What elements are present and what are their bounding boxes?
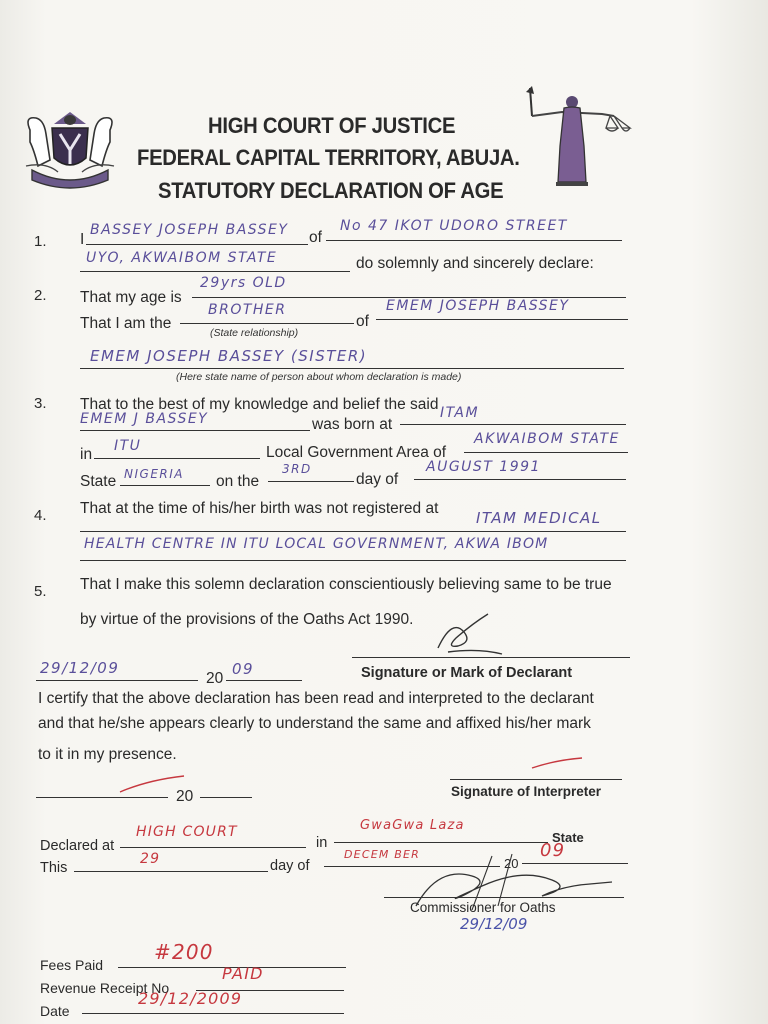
entry-receipt: PAID [222,964,264,983]
label-fees-paid: Fees Paid [40,957,104,973]
entry-date-paid: 29/12/2009 [138,989,243,1008]
hint-state-relationship: (State relationship) [210,327,299,339]
header-territory-title: FEDERAL CAPITAL TERRITORY, ABUJA. [137,145,520,170]
label-was-born-at: was born at [312,416,393,433]
item-number-3: 3. [34,395,47,412]
item-number-2: 2. [34,287,47,304]
entry-declared-in: GwaGwa Laza [360,818,465,833]
label-not-registered: That at the time of his/her birth was not registered at [80,500,439,517]
item-number-4: 4. [34,507,47,524]
label-of-1: of [309,229,322,246]
label-on-the: on the [216,473,260,490]
item-number-5: 5. [34,583,47,600]
label-declared-at: Declared at [40,838,115,854]
entry-born-in: ITU [114,438,142,454]
label-solemn-declaration-2: by virtue of the provisions of the Oaths Act 1990. [80,611,414,628]
label-in-2: in [316,835,328,851]
coat-of-arms-icon [16,106,124,192]
label-state: State [80,473,117,490]
label-receipt-no: Revenue Receipt No [40,980,170,996]
label-i: I [80,231,85,248]
label-commissioner: Commissioner for Oaths [410,900,556,915]
entry-month-year: AUGUST 1991 [426,459,541,475]
entry-not-registered-2: HEALTH CENTRE IN ITU LOCAL GOVERNMENT, AKWA IBOM [84,536,549,552]
label-signature-interpreter: Signature of Interpreter [451,784,602,799]
entry-relationship-of: EMEM JOSEPH BASSEY [386,298,570,314]
entry-relationship: BROTHER [208,302,287,318]
hint-here-state-name: (Here state name of person about whom declaration is made) [176,371,462,383]
label-year-prefix-3: 20 [504,856,519,871]
label-best-of-knowledge: That to the best of my knowledge and belief the said [80,396,439,413]
entry-declared-at-place: HIGH COURT [136,824,238,840]
entry-declarant-name: BASSEY JOSEPH BASSEY [90,222,289,238]
label-of-2: of [356,313,369,330]
entry-state: NIGERIA [124,467,184,481]
entry-declaration-year: 09 [232,660,255,678]
label-day-of-2: day of [270,858,310,874]
label-year-prefix-1: 20 [206,670,224,687]
header-court-title: HIGH COURT OF JUSTICE [208,113,456,138]
entry-fees: #200 [154,940,214,964]
label-day-of: day of [356,471,399,488]
entry-subject-name: EMEM JOSEPH BASSEY (SISTER) [90,347,368,365]
entry-day: 3RD [282,462,312,476]
label-my-age: That my age is [80,289,182,306]
label-certify-1: I certify that the above declaration has been read and interpreted to the declarant [38,690,594,707]
label-state-2: State [552,830,584,845]
label-solemnly-declare: do solemnly and sincerely declare: [356,255,594,272]
declarant-signature-icon [428,608,508,658]
label-in: in [80,446,93,463]
label-this: This [40,860,68,876]
entry-lga-of: AKWAIBOM STATE [474,431,620,447]
label-signature-declarant: Signature or Mark of Declarant [361,665,573,681]
interpreter-signature-mark-icon [530,754,586,772]
label-solemn-declaration-1: That I make this solemn declaration conscientiously believing same to be true [80,576,612,593]
entry-address-line-2: UYO, AKWAIBOM STATE [86,250,278,266]
entry-address-line-1: No 47 IKOT UDORO STREET [340,218,568,234]
entry-commission-year: 09 [540,840,566,861]
item-number-1: 1. [34,233,47,250]
entry-declaration-date: 29/12/09 [40,659,120,677]
entry-commission-date: 29/12/09 [460,915,528,933]
entry-this-day: 29 [140,851,161,867]
entry-age: 29yrs OLD [200,275,287,291]
label-certify-2: and that he/she appears clearly to understand the same and affixed his/her mark [38,715,591,732]
entry-not-registered-1: ITAM MEDICAL [476,509,602,527]
label-year-prefix-2: 20 [176,788,194,805]
entry-subject-short-name: EMEM J BASSEY [80,411,209,427]
label-i-am-the: That I am the [80,315,172,332]
entry-born-at: ITAM [440,405,480,421]
header-declaration-title: STATUTORY DECLARATION OF AGE [158,178,504,203]
label-date: Date [40,1003,70,1019]
label-lga-of: Local Government Area of [266,444,447,461]
entry-day-of-month: DECEM BER [344,848,420,861]
lady-justice-icon [522,86,634,190]
label-certify-3: to it in my presence. [38,746,177,763]
